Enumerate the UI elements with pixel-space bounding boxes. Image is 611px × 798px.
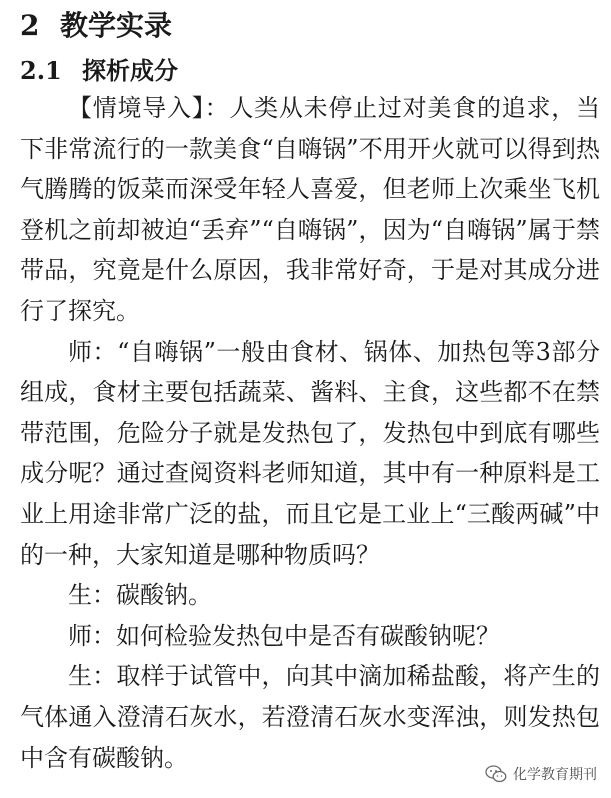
paragraph-teacher-followup: 师：如何检验发热包中是否有碳酸钠呢？ bbox=[68, 621, 500, 650]
subsection-heading bbox=[20, 55, 178, 87]
section-heading bbox=[20, 8, 172, 44]
subsection-number: 2.1 bbox=[20, 56, 62, 85]
paragraph-teacher-question: 师：“自嗨锅”一般由食材、锅体、加热包等3部分组成，食材主要包括蔬菜、酱料、主食，这些都不在禁带范围，危险分子就是发热包了，发热包中到底有哪些成分呢？通过查阅资料老师知道，其中有一种原料是工业上用途非常广泛的盐，而且它是工业上“三酸两碱”中的一种，大家知道是哪种物质吗？ bbox=[20, 337, 600, 569]
watermark bbox=[485, 764, 597, 784]
section-title: 教学实录 bbox=[60, 9, 173, 42]
watermark-text: 化学教育期刊 bbox=[513, 767, 597, 783]
paragraph-student-method: 生：取样于试管中，向其中滴加稀盐酸，将产生的气体通入澄清石灰水，若澄清石灰水变浑浊，则发热包中含有碳酸钠。 bbox=[20, 662, 600, 772]
paragraph-student-answer: 生：碳酸钠。 bbox=[68, 581, 212, 610]
body-text bbox=[20, 88, 600, 778]
wechat-icon bbox=[485, 765, 507, 783]
subsection-title: 探析成分 bbox=[82, 56, 178, 85]
section-number: 2 bbox=[20, 9, 40, 42]
paragraph-scenario-intro: 【情境导入】：人类从未停止过对美食的追求，当下非常流行的一款美食“自嗨锅”不用开火就可以得到热气腾腾的饭菜而深受年轻人喜爱，但老师上次乘坐飞机登机之前却被迫“丢弃”“自嗨锅”，因为“自嗨锅”属于禁带品，究竟是什么原因，我非常好奇，于是对其成分进行了探究。 bbox=[20, 94, 600, 325]
